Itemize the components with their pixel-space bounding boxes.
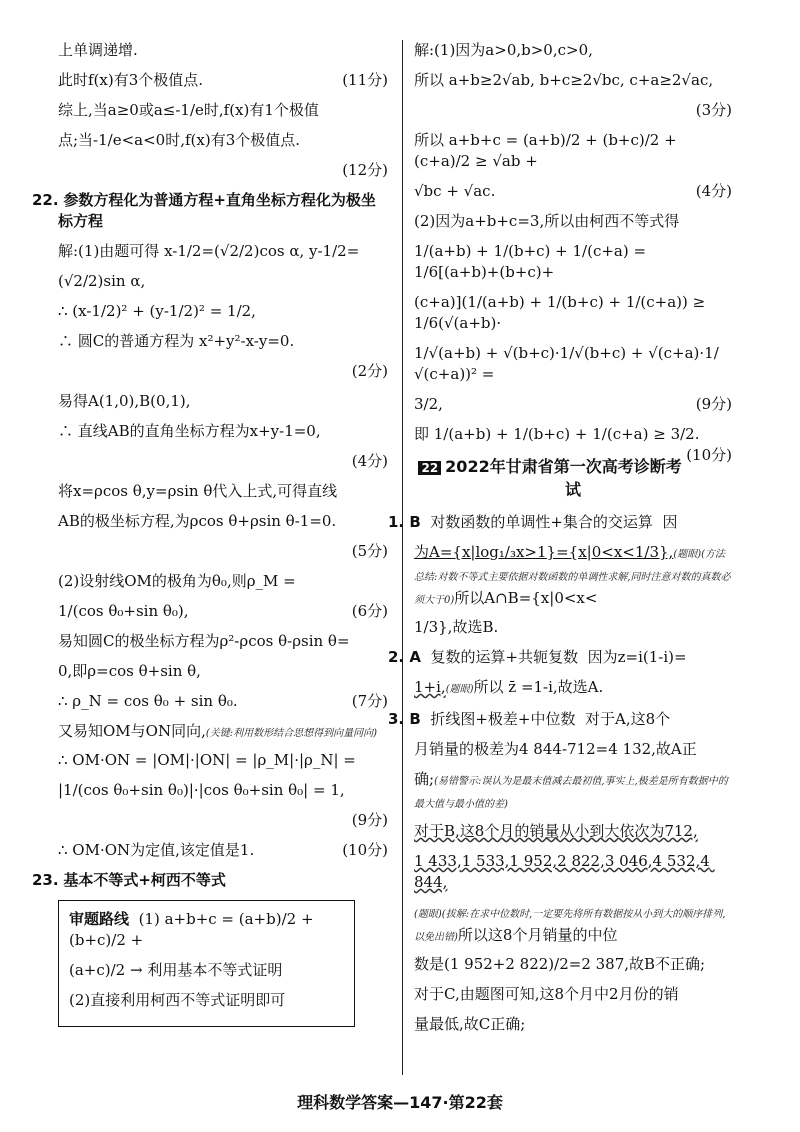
text-line: 1+i,(题眼)所以 z̄ =1-i,故选A. (414, 678, 604, 696)
annotation-note: (易错警示:误认为是最末值减去最初值,事实上,极差是所有数据中的最大值与最小值的差) (414, 776, 728, 810)
text-line: √bc + √ac. (4分) (414, 182, 732, 200)
answer-1: 1. B 对数函数的单调性+集合的交运算 因 (388, 513, 678, 531)
text-line: 所以 a+b≥2√ab, b+c≥2√bc, c+a≥2√ac, (414, 71, 714, 89)
text-line: 对于C,由题图可知,这8个月中2月份的销 (414, 985, 679, 1003)
score: (5分) (351, 542, 388, 560)
text-line: 审题路线 (1) a+b+c = (a+b)/2 + (b+c)/2 + (69, 910, 319, 949)
text-line: 将x=ρcos θ,y=ρsin θ代入上式,可得直线 (58, 482, 338, 500)
text-line: 3/2, (9分) (414, 395, 732, 413)
text-line: 易知圆C的极坐标方程为ρ²-ρcos θ-ρsin θ= (58, 632, 350, 650)
question-22-heading: 22. 参数方程化为普通方程+直角坐标方程化为极坐标方程 (32, 191, 376, 230)
score: (9分) (351, 811, 388, 829)
text-line: AB的极坐标方程,为ρcos θ+ρsin θ-1=0. (58, 512, 337, 530)
score: (12分) (342, 161, 388, 179)
score: (11分) (342, 71, 388, 89)
left-column (32, 40, 388, 1027)
text-line: |1/(cos θ₀+sin θ₀)|·|cos θ₀+sin θ₀| = 1, (58, 781, 345, 799)
text-line: ∴ OM·ON为定值,该定值是1. (10分) (58, 841, 388, 859)
text-line: 为A={x|log₁/₃x>1}={x|0<x<1/3},(题眼)(方法总结:对数不等式主要依据对数函数的单调性求解,同时注意对数的真数必须大于0)所以A∩B={x|0<x< (414, 543, 731, 607)
text-line: 上单调递增. (58, 41, 138, 59)
text-line: ∴ 直线AB的直角坐标方程为x+y-1=0, (58, 422, 321, 440)
text-line: 解:(1)因为a>0,b>0,c>0, (414, 41, 593, 59)
page-footer: 理科数学答案—147·第22套 (297, 1093, 503, 1112)
text-line: (2)因为a+b+c=3,所以由柯西不等式得 (414, 212, 680, 230)
text-line: ∴ ρ_N = cos θ₀ + sin θ₀. (7分) (58, 692, 388, 710)
score: (6分) (351, 602, 388, 620)
text-line: 综上,当a≥0或a≤-1/e时,f(x)有1个极值 (58, 101, 319, 119)
score: (9分) (695, 395, 732, 413)
text-line: ∴ (x-1/2)² + (y-1/2)² = 1/2, (58, 302, 256, 320)
text-line: 月销量的极差为4 844-712=4 132,故A正 (414, 740, 697, 758)
text-line: 又易知OM与ON同向,(关键:利用数形结合思想得到向量同向) (58, 722, 378, 740)
text-line: (题眼)(拔解:在求中位数时,一定要先将所有数据按从小到大的顺序排列,以免出错)所以这8个月销量的中位 (414, 909, 726, 944)
text-line: ∴ 圆C的普通方程为 x²+y²-x-y=0. (58, 332, 295, 350)
question-23-heading: 23. 基本不等式+柯西不等式 (32, 871, 226, 889)
text-line: 0,即ρ=cos θ+sin θ, (58, 662, 201, 680)
text-line: (2)设射线OM的极角为θ₀,则ρ_M = (58, 572, 296, 590)
text-line: 1/(cos θ₀+sin θ₀), (6分) (58, 602, 388, 620)
annotation-note: (题眼)(方法总结:对数不等式主要依据对数函数的单调性求解,同时注意对数的真数必须大于0) (414, 549, 731, 606)
score: (10分) (686, 446, 732, 464)
score: (4分) (351, 452, 388, 470)
text-line: 即 1/(a+b) + 1/(b+c) + 1/(c+a) ≥ 3/2. (10分) (414, 425, 732, 464)
text-line: 1/(a+b) + 1/(b+c) + 1/(c+a) = 1/6[(a+b)+(b+c)+ (414, 242, 651, 281)
box-heading: 审题路线 (69, 910, 130, 928)
text-line: (√2/2)sin α, (58, 272, 146, 290)
text-line: (c+a)](1/(a+b) + 1/(b+c) + 1/(c+a)) ≥ 1/6(√(a+b)· (414, 293, 710, 332)
text-line: 确;(易错警示:误认为是最末值减去最初值,事实上,极差是所有数据中的最大值与最小值的差) (414, 770, 728, 810)
text-line: 点;当-1/e<a<0时,f(x)有3个极值点. (58, 131, 301, 149)
score: (7分) (351, 692, 388, 710)
score: (10分) (342, 841, 388, 859)
review-route-box (58, 900, 355, 1027)
score: (4分) (695, 182, 732, 200)
text-line: 此时f(x)有3个极值点. (11分) (58, 71, 388, 89)
text-line: ∴ OM·ON = |OM|·|ON| = |ρ_M|·|ρ_N| = (58, 751, 356, 769)
annotation-note: (题眼)(拔解:在求中位数时,一定要先将所有数据按从小到大的顺序排列,以免出错) (414, 909, 726, 943)
column-divider (402, 40, 403, 1075)
text-line: 解:(1)由题可得 x-1/2=(√2/2)cos α, y-1/2= (58, 242, 360, 260)
text-line: 1 433,1 533,1 952,2 822,3 046,4 532,4 844, (414, 852, 715, 891)
section-title: 22 2022年甘肃省第一次高考诊断考试 (414, 454, 732, 500)
right-column (388, 40, 732, 1044)
text-line: 所以 a+b+c = (a+b)/2 + (b+c)/2 + (c+a)/2 ≥ √ab + (414, 131, 682, 170)
text-line: 易得A(1,0),B(0,1), (58, 392, 191, 410)
text-line: 数是(1 952+2 822)/2=2 387,故B不正确; (414, 955, 706, 973)
text-line: 1/3},故选B. (414, 618, 499, 636)
text-line: 量最低,故C正确; (414, 1015, 526, 1033)
annotation-note: (题眼) (445, 684, 474, 695)
text-line: (2)直接利用柯西不等式证明即可 (69, 991, 286, 1009)
text-line: 1/√(a+b) + √(b+c)·1/√(b+c) + √(c+a)·1/√(c+a))² = (414, 344, 719, 383)
text-line: 对于B,这8个月的销量从小到大依次为712, (414, 822, 698, 840)
answer-3: 3. B 折线图+极差+中位数 对于A,这8个 (388, 710, 671, 728)
score: (2分) (351, 362, 388, 380)
text-line: (a+c)/2 → 利用基本不等式证明 (69, 961, 283, 979)
annotation-note: (关键:利用数形结合思想得到向量同向) (205, 728, 378, 739)
section-number-badge: 22 (418, 461, 441, 475)
score: (3分) (695, 101, 732, 119)
answer-2: 2. A 复数的运算+共轭复数 因为z=i(1-i)= (388, 648, 687, 666)
